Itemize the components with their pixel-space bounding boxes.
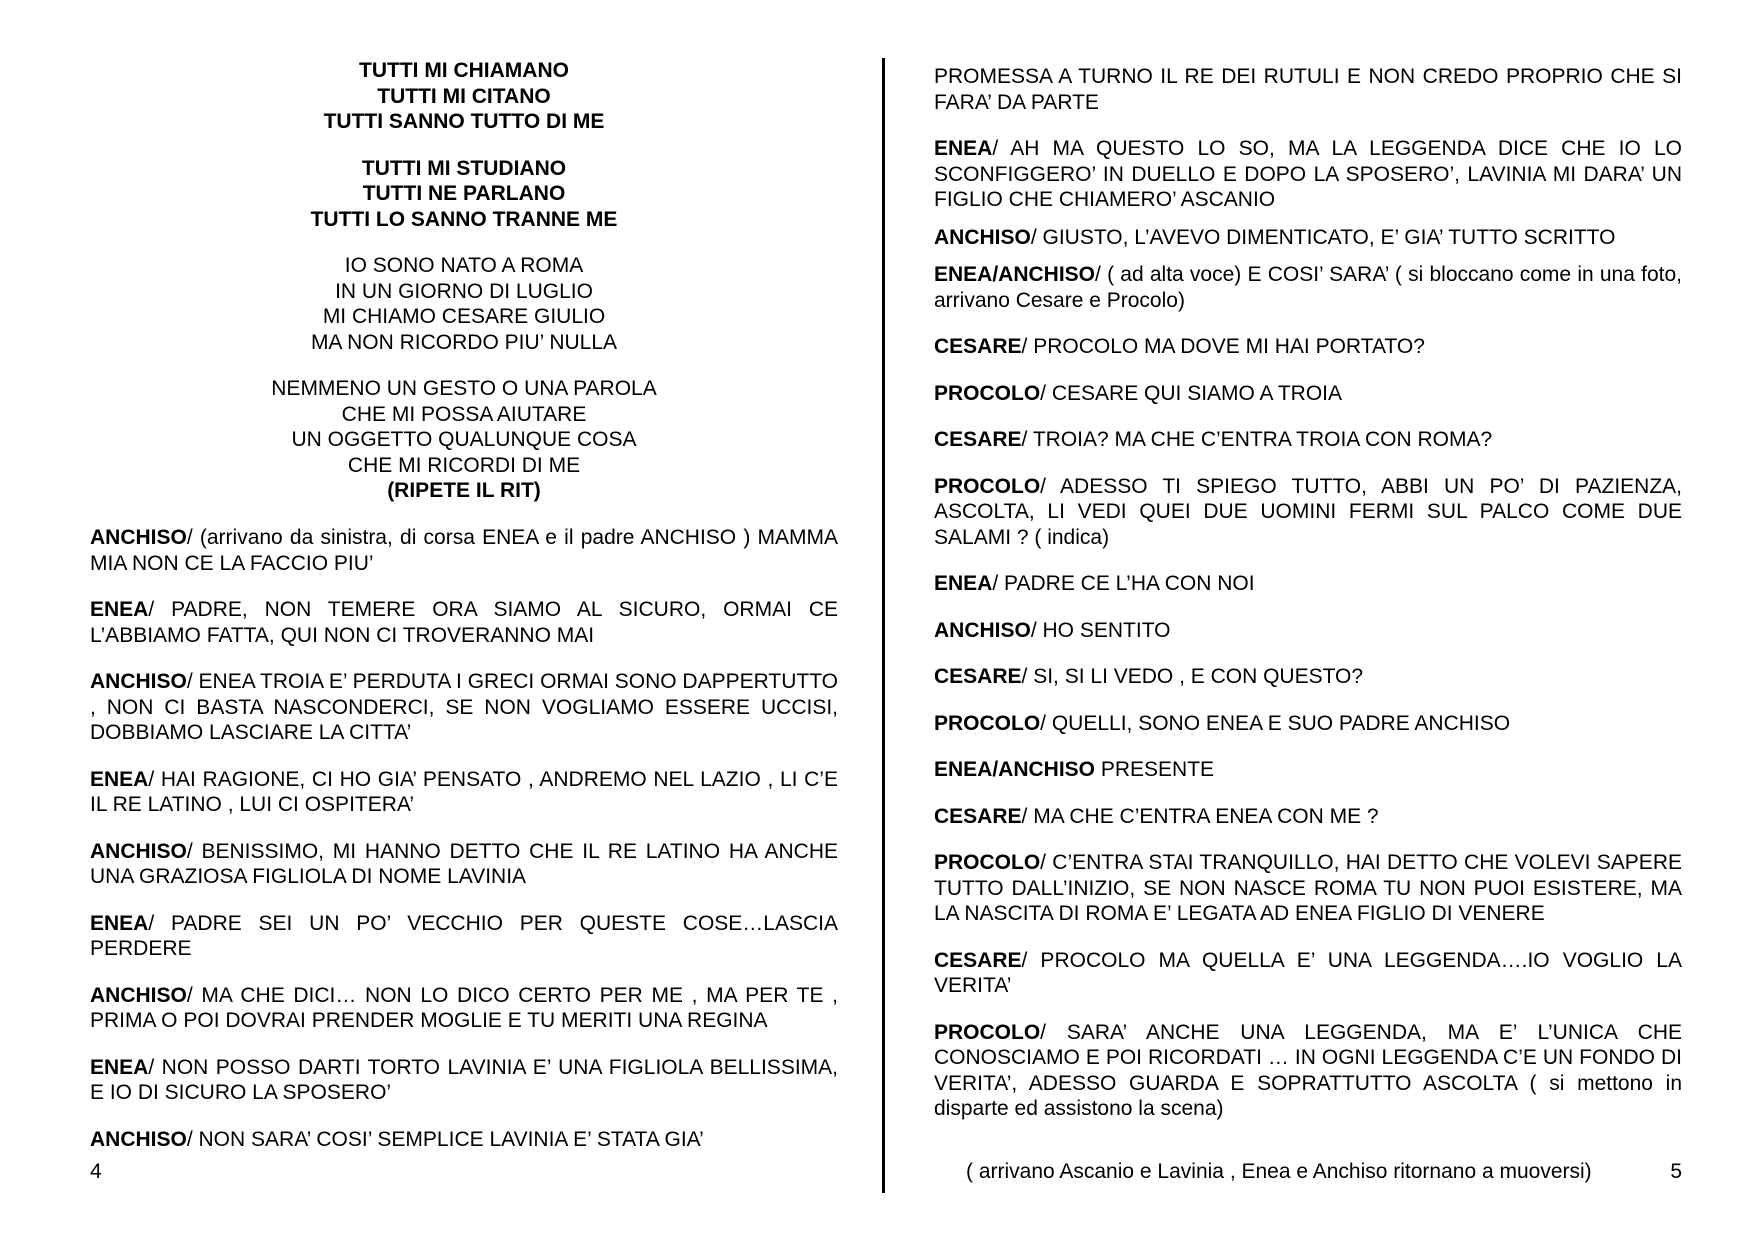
song-line: TUTTI SANNO TUTTO DI ME (323, 110, 605, 133)
dialogue-line (90, 839, 838, 890)
dialogue-line (934, 225, 1682, 251)
song-stanza (90, 253, 838, 355)
dialogue-left (90, 525, 838, 1173)
refrain-instruction: (RIPETE IL RIT) (387, 479, 541, 502)
speaker-name: ANCHISO (934, 225, 1031, 249)
song-line: MA NON RICORDO PIU’ NULLA (310, 330, 618, 354)
speaker-name: ENEA/ANCHISO (934, 263, 1096, 286)
speaker-name: ENEA (934, 572, 993, 595)
speaker-name: PROCOLO (934, 474, 1041, 498)
dialogue-text: / HAI RAGIONE, CI HO GIA’ PENSATO , ANDREMO NEL LAZIO , LI C’E IL RE LATINO , LUI CI OSPITERA’ (90, 767, 838, 816)
song-line: IN UN GIORNO DI LUGLIO (335, 279, 593, 303)
dialogue-line (934, 850, 1682, 927)
dialogue-line (934, 804, 1682, 830)
speaker-name: ANCHISO (934, 618, 1031, 642)
song-lyrics (90, 58, 838, 525)
song-line: MI CHIAMO CESARE GIULIO (322, 305, 606, 328)
speaker-name: ENEA (90, 598, 149, 621)
dialogue-line (90, 767, 838, 818)
speaker-name: ANCHISO (90, 839, 187, 863)
dialogue-text: / MA CHE DICI… NON LO DICO CERTO PER ME , MA PER TE , PRIMA O POI DOVRAI PRENDER MOGLIE E TU MERITI UNA REGINA (90, 983, 838, 1032)
dialogue-text: / C’ENTRA STAI TRANQUILLO, HAI DETTO CHE VOLEVI SAPERE TUTTO DALL’INIZIO, SE NON NASCE ROMA TU NON PUOI ESISTERE, MA LA NASCITA DI ROMA E’ LEGATA AD ENEA FIGLIO DI VENERE (934, 851, 1682, 925)
speaker-name: CESARE (934, 948, 1022, 972)
dialogue-line (934, 618, 1682, 644)
song-line: CHE MI RICORDI DI ME (347, 453, 581, 477)
speaker-name: CESARE (934, 335, 1022, 358)
speaker-name: ENEA (934, 137, 993, 160)
dialogue-line (934, 571, 1682, 597)
song-line: NEMMENO UN GESTO O UNA PAROLA (271, 377, 657, 400)
dialogue-line (934, 427, 1682, 453)
dialogue-line (90, 1055, 838, 1106)
song-line: IO SONO NATO A ROMA (344, 254, 584, 277)
page-number: 5 (1670, 1160, 1682, 1183)
speaker-name: ANCHISO (90, 670, 187, 693)
dialogue-line (90, 597, 838, 648)
speaker-name: ENEA (90, 767, 149, 791)
speaker-name: ENEA (90, 1055, 149, 1079)
left-page (90, 0, 838, 1240)
dialogue-text: / PROCOLO MA QUELLA E’ UNA LEGGENDA….IO VOGLIO LA VERITA’ (934, 948, 1682, 997)
speaker-name: PROCOLO (934, 1020, 1041, 1044)
dialogue-text: / PADRE SEI UN PO’ VECCHIO PER QUESTE COSE…LASCIA PERDERE (90, 911, 838, 960)
dialogue-line (934, 757, 1682, 783)
dialogue-right (934, 64, 1682, 1143)
dialogue-text: / AH MA QUESTO LO SO, MA LA LEGGENDA DICE CHE IO LO SCONFIGGERO’ IN DUELLO E DOPO LA SPOSERO’, LAVINIA MI DARA’ UN FIGLIO CHE CHIAMERO’ ASCANIO (934, 137, 1682, 211)
dialogue-text: / MA CHE C’ENTRA ENEA CON ME ? (1021, 804, 1379, 828)
song-line: TUTTI LO SANNO TRANNE ME (310, 207, 618, 231)
dialogue-line (90, 911, 838, 962)
song-line: CHE MI POSSA AIUTARE (341, 402, 587, 426)
dialogue-text: / NON SARA’ COSI’ SEMPLICE LAVINIA E’ STATA GIA’ (186, 1127, 704, 1151)
dialogue-text: / ENEA TROIA E’ PERDUTA I GRECI ORMAI SONO DAPPERTUTTO , NON CI BASTA NASCONDERCI, SE NON VOGLIAMO ESSERE UCCISI, DOBBIAMO LASCIARE LA CITTA’ (90, 670, 838, 744)
dialogue-text: / SI, SI LI VEDO , E CON QUESTO? (1021, 665, 1364, 688)
stage-direction: ( arrivano Ascanio e Lavinia , Enea e Anchiso ritornano a muoversi) (966, 1160, 1592, 1183)
dialogue-line (90, 983, 838, 1034)
speaker-name: CESARE (934, 665, 1022, 688)
dialogue-text: / PADRE CE L’HA CON NOI (992, 572, 1255, 595)
dialogue-text: / TROIA? MA CHE C’ENTRA TROIA CON ROMA? (1021, 428, 1493, 451)
dialogue-line (90, 669, 838, 746)
song-line: TUTTI MI CITANO (377, 84, 551, 108)
dialogue-text: / HO SENTITO (1030, 618, 1171, 642)
speaker-name: ENEA/ANCHISO (934, 758, 1096, 781)
speaker-name: ENEA (90, 911, 149, 935)
speaker-name: ANCHISO (90, 983, 187, 1007)
dialogue-line (934, 948, 1682, 999)
song-stanza (90, 376, 838, 504)
dialogue-text: / BENISSIMO, MI HANNO DETTO CHE IL RE LATINO HA ANCHE UNA GRAZIOSA FIGLIOLA DI NOME LAVINIA (90, 839, 838, 888)
dialogue-text: / ( ad alta voce) E COSI’ SARA’ ( si bloccano come in una foto, arrivano Cesare e Procolo) (934, 263, 1682, 312)
dialogue-line (934, 381, 1682, 407)
song-line: TUTTI NE PARLANO (362, 182, 566, 205)
dialogue-line (934, 262, 1682, 313)
dialogue-line (934, 474, 1682, 551)
dialogue-text: PRESENTE (1095, 758, 1215, 781)
dialogue-text: / PROCOLO MA DOVE MI HAI PORTATO? (1021, 335, 1425, 358)
speaker-name: CESARE (934, 804, 1022, 828)
speaker-name: PROCOLO (934, 711, 1041, 735)
song-stanza (90, 58, 838, 135)
speaker-name: CESARE (934, 428, 1022, 451)
page-divider (882, 58, 885, 1193)
dialogue-text: / NON POSSO DARTI TORTO LAVINIA E’ UNA FIGLIOLA BELLISSIMA, E IO DI SICURO LA SPOSERO’ (90, 1055, 838, 1104)
dialogue-line (934, 664, 1682, 690)
dialogue-text: / CESARE QUI SIAMO A TROIA (1040, 381, 1343, 405)
speaker-name: ANCHISO (90, 526, 187, 549)
dialogue-text: PROMESSA A TURNO IL RE DEI RUTULI E NON CREDO PROPRIO CHE SI FARA’ DA PARTE (934, 65, 1682, 114)
speaker-name: ANCHISO (90, 1127, 187, 1151)
page-number: 4 (90, 1160, 102, 1183)
dialogue-line (934, 136, 1682, 213)
song-line: UN OGGETTO QUALUNQUE COSA (291, 428, 637, 451)
dialogue-line (90, 1127, 838, 1153)
dialogue-line (90, 525, 838, 576)
speaker-name: PROCOLO (934, 851, 1041, 874)
dialogue-text: / QUELLI, SONO ENEA E SUO PADRE ANCHISO (1040, 711, 1511, 735)
dialogue-text: / PADRE, NON TEMERE ORA SIAMO AL SICURO, ORMAI CE L’ABBIAMO FATTA, QUI NON CI TROVERANNO MAI (90, 598, 838, 647)
speaker-name: PROCOLO (934, 381, 1041, 405)
dialogue-line (934, 64, 1682, 115)
dialogue-line (934, 1020, 1682, 1122)
right-page (934, 0, 1682, 1240)
dialogue-text: / GIUSTO, L’AVEVO DIMENTICATO, E’ GIA’ TUTTO SCRITTO (1030, 225, 1616, 249)
dialogue-text: / SARA’ ANCHE UNA LEGGENDA, MA E’ L’UNICA CHE CONOSCIAMO E POI RICORDATI … IN OGNI LEGGENDA C’E UN FONDO DI VERITA’, ADESSO GUARDA E SOPRATTUTTO ASCOLTA ( si mettono in disparte ed assistono la scena) (934, 1020, 1682, 1120)
song-line: TUTTI MI CHIAMANO (359, 59, 569, 82)
dialogue-line (934, 711, 1682, 737)
dialogue-text: / ADESSO TI SPIEGO TUTTO, ABBI UN PO’ DI PAZIENZA, ASCOLTA, LI VEDI QUEI DUE UOMINI FERMI SUL PALCO COME DUE SALAMI ? ( indica) (934, 474, 1682, 549)
song-stanza (90, 156, 838, 233)
song-line: TUTTI MI STUDIANO (361, 156, 567, 180)
dialogue-text: / (arrivano da sinistra, di corsa ENEA e il padre ANCHISO ) MAMMA MIA NON CE LA FACCIO PIU’ (90, 526, 838, 575)
dialogue-line (934, 334, 1682, 360)
